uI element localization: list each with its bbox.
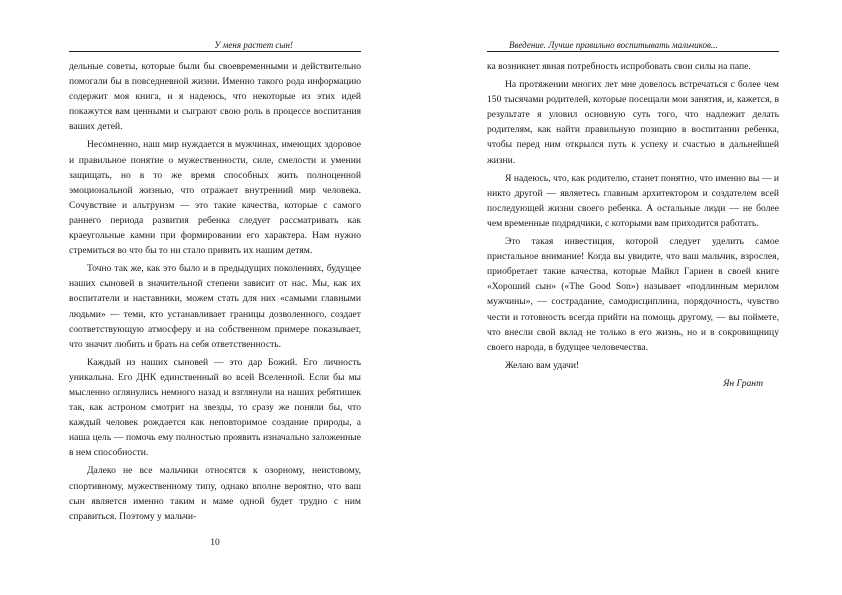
right-body-text: [487, 59, 779, 373]
paragraph: Точно так же, как это было и в предыдущих поколениях, будущее наших сыновей в значительной степени зависит от нас. Мы, как их воспитатели и наставники, можем стать для них «самыми главными людьми» — теми, кто устанавливает границы дозволенного, создает соответствующую атмосферу и на собственном примере показывает, что значит любить и брать на себя ответственность.: [69, 263, 361, 350]
right-running-header: Введение. Лучше правильно воспитывать мальчиков...: [487, 38, 779, 52]
paragraph: Я надеюсь, что, как родителю, станет понятно, что именно вы — и никто другой — являетесь главным архитектором и создателем всей последующей жизни своего ребенка. А остальные люди — не более чем временные подрядчики, с которыми вам приходится работать.: [487, 172, 779, 229]
paragraph: Далеко не все мальчики относятся к озорному, неистовому, спортивному, мужественному типу, однако вполне вероятно, что ваш сын является именно таким и маме одной будет трудно с ним справиться. Поэтому у мальчи-: [69, 465, 361, 522]
paragraph: На протяжении многих лет мне довелось встречаться с более чем 150 тысячами родителей, которые посещали мои занятия, и, кажется, в результате я уловил основную суть того, что надлежит делать родителям, как найти правильную позицию в воспитании ребенка, чтобы перед ним открылся путь к успеху и счастью в дальнейшей жизни.: [487, 79, 779, 166]
left-page: [69, 0, 361, 595]
paragraph: ка возникнет явная потребность испробовать свои силы на папе.: [487, 61, 751, 72]
page-number: 10: [210, 537, 220, 548]
paragraph: Это такая инвестиция, которой следует уделить самое пристальное внимание! Когда вы увидите, что ваш мальчик, взрослея, приобретает такие качества, которые Майкл Гариен в своей книге «Хороший сын» («The Good Son») называет «подлинным мерилом мужчины», — сострадание, самодисциплина, порядочность, чувство чести и готовность всегда прийти на помощь другому, — вы поймете, что внесли свой вклад не только в его жизнь, но и в сокровищницу своего народа, в будущее человечества.: [487, 236, 779, 353]
author-signature: Ян Грант: [723, 378, 763, 389]
right-page: [487, 0, 779, 595]
left-running-header: У меня растет сын!: [69, 38, 361, 52]
paragraph: Желаю вам удачи!: [505, 359, 580, 371]
paragraph: Несомненно, наш мир нуждается в мужчинах, имеющих здоровое и правильное понятие о мужественности, силе, смелости и умении защищать, но в то же время способных жить полноценной эмоциональной жизнью, что отражает внутренний мир человека. Сочувствие и альтруизм — это такие качества, которые с самого раннего периода развития ребенка следует рассматривать как краеугольные камни при формировании его характера. Нам нужно стремиться во что бы то ни стало привить их нашим детям.: [69, 139, 361, 257]
left-body-text: [69, 59, 361, 524]
paragraph: дельные советы, которые были бы своевременными и действительно помогали бы в повседневной жизни. Именно такого рода информацию содержит моя книга, и я надеюсь, что некоторые из этих идей покажутся вам ценными и сыграют свою роль в процессе воспитания ваших детей.: [69, 61, 361, 133]
paragraph: Каждый из наших сыновей — это дар Божий. Его личность уникальна. Его ДНК единственный во всей Вселенной. Если бы мы мысленно оглянулись немного назад и взглянули на наших ребятишек так, как астроном смотрит на звезды, то сразу же поняли бы, что каждый человек рождается как неповторимое создание природы, а наша цель — помочь ему полностью проявить изначально заложенные в нем способности.: [69, 356, 361, 459]
